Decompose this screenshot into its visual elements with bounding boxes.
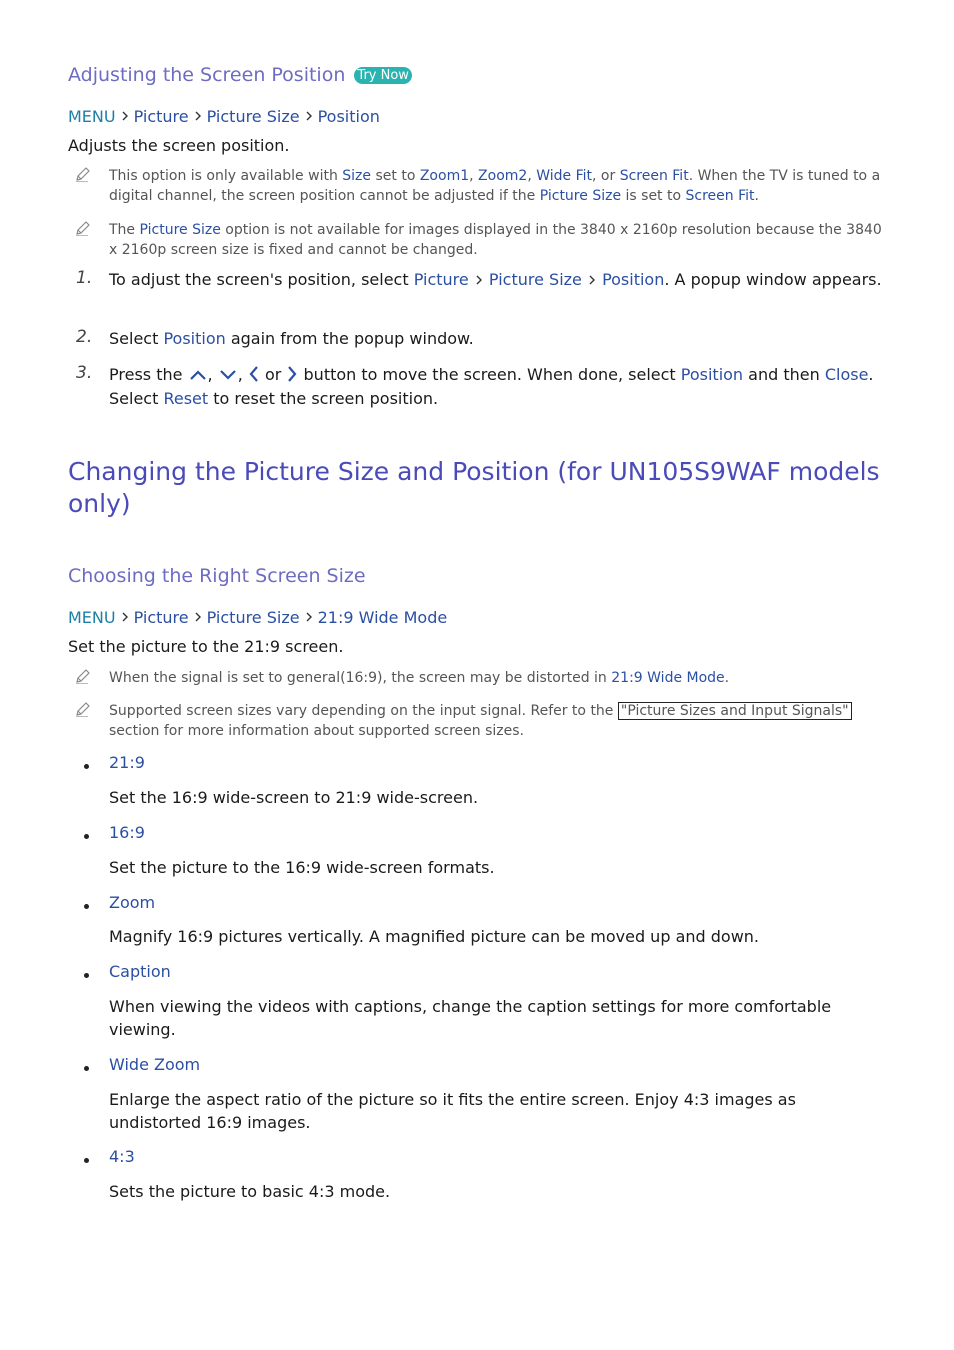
option-title: 21:9: [109, 753, 145, 772]
bullet-icon: [84, 834, 89, 839]
step-2: Select Position again from the popup window.: [109, 329, 474, 348]
chevron-right-icon: [120, 609, 130, 627]
note-supported-sizes: Supported screen sizes vary depending on the input signal. Refer to the "Picture Sizes and Input Signals" section for more information about supported screen sizes.: [109, 701, 889, 741]
pencil-icon: [74, 667, 92, 685]
option-title: Caption: [109, 962, 171, 981]
bullet-icon: [84, 904, 89, 909]
intro-text: Set the picture to the 21:9 screen.: [68, 637, 344, 656]
breadcrumb-menu[interactable]: MENU: [68, 608, 116, 627]
note-signal-distortion: When the signal is set to general(16:9), the screen may be distorted in 21:9 Wide Mode.: [109, 670, 730, 686]
option-description: Sets the picture to basic 4:3 mode.: [109, 1182, 391, 1201]
step-1: To adjust the screen's position, select Picture Picture Size Position. A popup window appears.: [109, 270, 882, 289]
note-resolution: The Picture Size option is not available for images displayed in the 3840 x 2160p resolution because the 3840 x 2160p screen size is fixed and cannot be changed.: [109, 222, 882, 258]
breadcrumb-wide-mode[interactable]: 21:9 Wide Mode: [317, 608, 448, 627]
step-number: 3.: [76, 363, 93, 383]
chevron-right-icon: [286, 365, 298, 383]
breadcrumb-picture-size[interactable]: Picture Size: [206, 608, 300, 627]
breadcrumb-picture[interactable]: Picture: [133, 107, 189, 126]
option-title: 4:3: [109, 1147, 135, 1166]
chevron-right-icon: [469, 270, 489, 289]
option-description: Set the 16:9 wide-screen to 21:9 wide-screen.: [109, 788, 479, 807]
option-title: Zoom: [109, 893, 156, 912]
step-number: 1.: [76, 268, 93, 288]
page-title: Changing the Picture Size and Position (for UN105S9WAF models only): [68, 457, 880, 518]
chevron-right-icon: [304, 609, 314, 627]
chevron-right-icon: [304, 108, 314, 126]
section-heading-screen-position: [68, 64, 412, 86]
breadcrumb-picture-size[interactable]: Picture Size: [206, 107, 300, 126]
note-size-options: This option is only available with Size set to Zoom1, Zoom2, Wide Fit, or Screen Fit. When the TV is tuned to a digital channel, the screen position cannot be adjusted if the Picture Size is set to Screen Fit.: [109, 168, 881, 204]
chevron-right-icon: [193, 609, 203, 627]
chevron-up-icon: [188, 367, 208, 383]
intro-text: Adjusts the screen position.: [68, 136, 290, 155]
option-title: Wide Zoom: [109, 1055, 201, 1074]
bullet-icon: [84, 764, 89, 769]
step-3: Press the , , or button to move the screen. When done, select Position and then Close. Select Reset to reset the screen position.: [109, 365, 874, 408]
option-description: Magnify 16:9 pictures vertically. A magnified picture can be moved up and down.: [109, 927, 760, 946]
chevron-left-icon: [248, 365, 260, 383]
try-now-button[interactable]: Try Now: [354, 67, 412, 84]
breadcrumb: [68, 107, 380, 126]
option-description: Set the picture to the 16:9 wide-screen formats.: [109, 858, 495, 877]
bullet-icon: [84, 1158, 89, 1163]
pencil-icon: [74, 165, 92, 183]
chevron-right-icon: [120, 108, 130, 126]
chevron-right-icon: [193, 108, 203, 126]
picture-sizes-link[interactable]: "Picture Sizes and Input Signals": [618, 702, 852, 720]
option-title: 16:9: [109, 823, 145, 842]
breadcrumb-picture[interactable]: Picture: [133, 608, 189, 627]
pencil-icon: [74, 219, 92, 237]
breadcrumb-menu[interactable]: MENU: [68, 107, 116, 126]
section-heading-screen-size: Choosing the Right Screen Size: [68, 565, 366, 587]
heading-text: Adjusting the Screen Position: [68, 64, 346, 86]
chevron-right-icon: [582, 270, 602, 289]
option-description: Enlarge the aspect ratio of the picture so it fits the entire screen. Enjoy 4:3 images as undistorted 16:9 images.: [109, 1090, 796, 1132]
breadcrumb-position[interactable]: Position: [317, 107, 380, 126]
option-description: When viewing the videos with captions, change the caption settings for more comfortable viewing.: [109, 997, 832, 1039]
pencil-icon: [74, 700, 92, 718]
step-number: 2.: [76, 327, 93, 347]
bullet-icon: [84, 1066, 89, 1071]
bullet-icon: [84, 973, 89, 978]
breadcrumb: [68, 608, 447, 627]
chevron-down-icon: [218, 367, 238, 383]
